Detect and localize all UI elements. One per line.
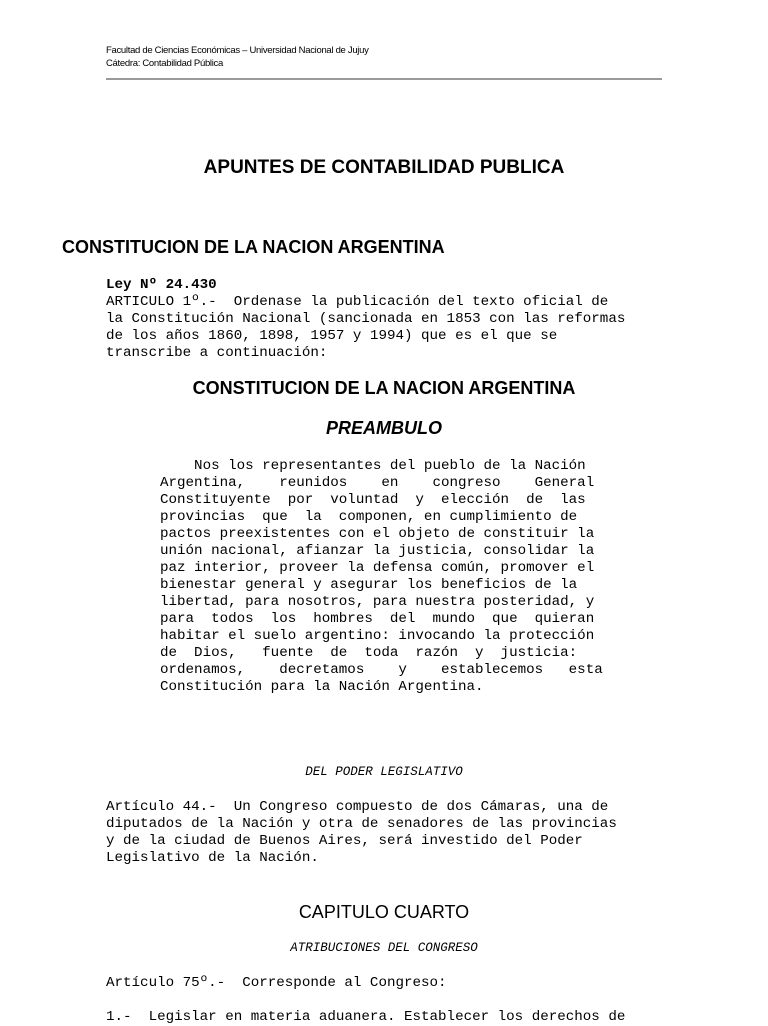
article-44-text: Artículo 44.- Un Congreso compuesto de dos Cámaras, una de diputados de la Nación y otra de senadores de las provincias y de la ciudad de Buenos Aires, será investido del Poder Legislativo de la Nación.	[106, 799, 617, 866]
legislative-heading: DEL PODER LEGISLATIVO	[305, 765, 463, 779]
page-header	[106, 44, 662, 70]
section-title: CONSTITUCION DE LA NACION ARGENTINA	[62, 237, 445, 257]
chapter-title: CAPITULO CUARTO	[298, 902, 470, 922]
article-75-item-1: 1.- Legislar en materia aduanera. Establecer los derechos de	[106, 1009, 626, 1025]
header-chair: Cátedra: Contabilidad Pública	[106, 58, 223, 69]
document-title: APUNTES DE CONTABILIDAD PUBLICA	[203, 157, 565, 178]
article-75-text: Artículo 75º.- Corresponde al Congreso:	[106, 975, 447, 991]
law-number: Ley Nº 24.430	[106, 277, 217, 293]
law-block	[106, 277, 625, 362]
preamble-title: PREAMBULO	[326, 418, 442, 438]
header-faculty: Facultad de Ciencias Económicas – Universidad Nacional de Jujuy	[106, 45, 369, 56]
constitution-title: CONSTITUCION DE LA NACION ARGENTINA	[192, 378, 576, 398]
preamble-text: Nos los representantes del pueblo de la Nación Argentina, reunidos en congreso General Constituyente por voluntad y elección de las provincias que la componen, en cumplimiento de pactos preexistentes con el objeto de constituir la unión nacional, afianzar la justicia, consolidar la paz interior, proveer la defensa común, promover el bienestar general y asegurar los beneficios de la libertad, para nosotros, para nuestra posteridad, y para todos los hombres del mundo que quieran habitar el suelo argentino: invocando la protección de Dios, fuente de toda razón y justicia: ordenamos, decretamos y establecemos esta Constitución para la Nación Argentina.	[160, 458, 603, 695]
attributions-heading: ATRIBUCIONES DEL CONGRESO	[290, 941, 478, 955]
header-divider	[106, 78, 662, 80]
article-1-text: ARTICULO 1º.- Ordenase la publicación del texto oficial de la Constitución Nacional (sancionada en 1853 con las reformas de los años 1860, 1898, 1957 y 1994) que es el que se transcribe a continuación:	[106, 294, 626, 361]
